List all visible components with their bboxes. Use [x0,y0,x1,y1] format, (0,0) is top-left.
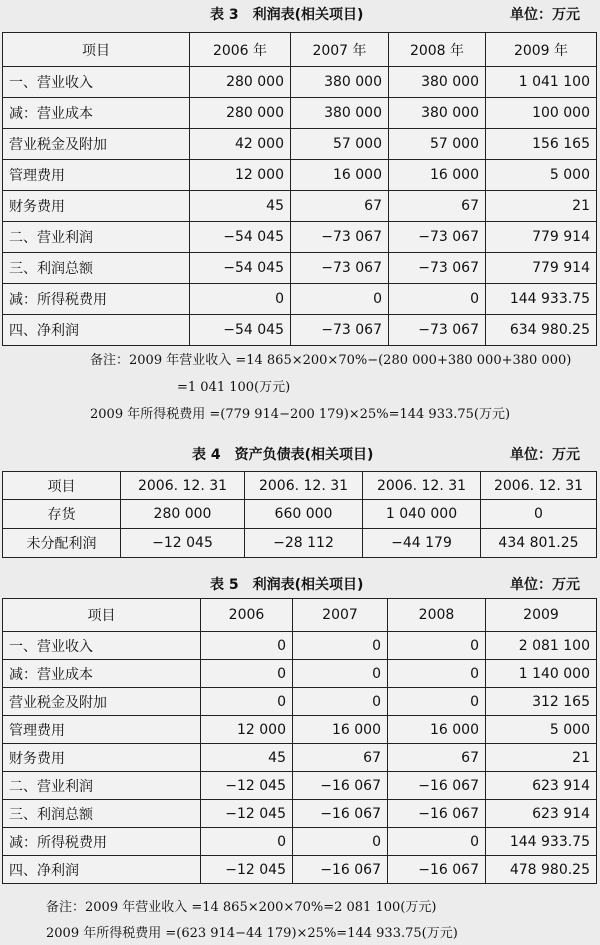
table-cell: −16 067 [388,772,486,800]
table-cell: 779 914 [486,222,597,253]
table-cell: 57 000 [291,129,389,160]
table-cell: −54 045 [190,315,291,346]
table-row [3,772,597,800]
row-label: 一、营业收入 [3,67,190,98]
table-cell: 0 [293,632,388,660]
table-cell: −54 045 [190,253,291,284]
row-label: 二、营业利润 [3,222,190,253]
table5 [2,598,597,884]
table3-caption [2,4,580,28]
table-cell: 280 000 [190,67,291,98]
table-cell: 0 [388,688,486,716]
table-cell: 380 000 [291,67,389,98]
table4-title: 表 4 资产负债表(相关项目) [192,447,374,463]
table-cell: 100 000 [486,98,597,129]
table-cell: −73 067 [291,315,389,346]
table3-header-cell: 2009 年 [486,33,597,67]
table-cell: −12 045 [201,856,293,884]
table-cell: −12 045 [121,529,245,558]
table4 [2,471,597,558]
table-cell: 144 933.75 [486,828,597,856]
table-cell: −73 067 [389,222,486,253]
table-cell: −16 067 [293,856,388,884]
table-row [3,500,597,529]
table-cell: 67 [389,191,486,222]
table5-header-cell: 2008 [388,599,486,632]
table3-note-line1: 备注：2009 年营业收入 =14 865×200×70%−(280 000+380 000+380 000) [90,353,572,368]
table5-caption [2,574,580,598]
table-row [3,222,597,253]
table-cell: −16 067 [293,800,388,828]
table-cell: −12 045 [201,800,293,828]
table-cell: 434 801.25 [481,529,597,558]
table-cell: −16 067 [388,856,486,884]
table-row [3,253,597,284]
table-cell: −44 179 [363,529,481,558]
row-label: 减：所得税费用 [3,828,201,856]
table-row [3,191,597,222]
table-cell: 634 980.25 [486,315,597,346]
table-cell: 67 [388,744,486,772]
table-cell: −54 045 [190,222,291,253]
table4-header-cell: 2006. 12. 31 [121,472,245,500]
table3 [2,32,597,346]
table-cell: 280 000 [121,500,245,529]
table-cell: 156 165 [486,129,597,160]
table4-header-cell: 2006. 12. 31 [245,472,363,500]
table-cell: 0 [388,632,486,660]
table-cell: 0 [293,660,388,688]
table-cell: 0 [389,284,486,315]
table-cell: −16 067 [293,772,388,800]
table-cell: 5 000 [486,716,597,744]
row-label: 存货 [3,500,121,529]
table3-note-line2: =1 041 100(万元) [177,380,291,395]
table-cell: 21 [486,191,597,222]
row-label: 三、利润总额 [3,253,190,284]
table-cell: 0 [293,828,388,856]
table-row [3,632,597,660]
table-cell: −73 067 [291,222,389,253]
table-cell: 1 041 100 [486,67,597,98]
table-cell: 144 933.75 [486,284,597,315]
table-row [3,800,597,828]
table3-unit: 单位：万元 [510,7,580,23]
table-cell: 0 [293,688,388,716]
table-row [3,529,597,558]
row-label: 四、净利润 [3,856,201,884]
table3-header-row [3,33,597,67]
table-cell: 0 [190,284,291,315]
table-cell: 312 165 [486,688,597,716]
table-row [3,284,597,315]
table3-header-cell: 2008 年 [389,33,486,67]
table-cell: 16 000 [293,716,388,744]
table-row [3,67,597,98]
table-cell: 380 000 [389,98,486,129]
table-cell: 0 [201,632,293,660]
table3-note-line3: 2009 年所得税费用 =(779 914−200 179)×25%=144 933.75(万元) [90,407,511,422]
table-cell: 57 000 [389,129,486,160]
table5-note-line2: 2009 年所得税费用 =(623 914−44 179)×25%=144 933.75(万元) [46,926,458,941]
table-cell: 21 [486,744,597,772]
table5-header-cell: 项目 [3,599,201,632]
table-cell: 623 914 [486,772,597,800]
table-cell: 16 000 [291,160,389,191]
row-label: 营业税金及附加 [3,688,201,716]
table4-header-cell: 2006. 12. 31 [363,472,481,500]
table-cell: 0 [388,828,486,856]
table-cell: −73 067 [291,253,389,284]
table5-unit: 单位：万元 [510,577,580,593]
row-label: 财务费用 [3,191,190,222]
table-cell: −73 067 [389,315,486,346]
row-label: 一、营业收入 [3,632,201,660]
table-cell: 0 [291,284,389,315]
row-label: 二、营业利润 [3,772,201,800]
table-cell: 0 [388,660,486,688]
table-row [3,160,597,191]
table3-title: 表 3 利润表(相关项目) [210,7,364,23]
table3-header-cell: 项目 [3,33,190,67]
table5-header-cell: 2007 [293,599,388,632]
table-row [3,856,597,884]
table-cell: 0 [201,688,293,716]
row-label: 三、利润总额 [3,800,201,828]
table-row [3,660,597,688]
row-label: 营业税金及附加 [3,129,190,160]
row-label: 减：营业成本 [3,98,190,129]
table-cell: 12 000 [201,716,293,744]
table-cell: 67 [291,191,389,222]
row-label: 减：所得税费用 [3,284,190,315]
table-cell: −12 045 [201,772,293,800]
table-cell: 16 000 [388,716,486,744]
table-cell: 1 140 000 [486,660,597,688]
table3-header-cell: 2007 年 [291,33,389,67]
table-cell: 1 040 000 [363,500,481,529]
table-cell: 779 914 [486,253,597,284]
table-cell: 5 000 [486,160,597,191]
table-cell: 2 081 100 [486,632,597,660]
table-cell: 0 [481,500,597,529]
row-label: 管理费用 [3,716,201,744]
table3-header-cell: 2006 年 [190,33,291,67]
table5-header-row [3,599,597,632]
row-label: 未分配利润 [3,529,121,558]
table-row [3,98,597,129]
table5-note-line1: 备注：2009 年营业收入 =14 865×200×70%=2 081 100(万元) [46,900,437,915]
row-label: 财务费用 [3,744,201,772]
table-row [3,315,597,346]
table-cell: 12 000 [190,160,291,191]
table-cell: 660 000 [245,500,363,529]
table-cell: 478 980.25 [486,856,597,884]
table5-header-cell: 2006 [201,599,293,632]
table4-header-row [3,472,597,500]
table-cell: −73 067 [389,253,486,284]
table-row [3,716,597,744]
table-cell: 16 000 [389,160,486,191]
table4-unit: 单位：万元 [510,447,580,463]
table-cell: 0 [201,660,293,688]
table4-header-cell: 2006. 12. 31 [481,472,597,500]
table-cell: 67 [293,744,388,772]
table-row [3,688,597,716]
table5-header-cell: 2009 [486,599,597,632]
table4-caption [2,444,580,468]
row-label: 管理费用 [3,160,190,191]
table-row [3,744,597,772]
table-row [3,828,597,856]
row-label: 减：营业成本 [3,660,201,688]
table-cell: 45 [190,191,291,222]
table4-header-cell: 项目 [3,472,121,500]
table-cell: 380 000 [389,67,486,98]
row-label: 四、净利润 [3,315,190,346]
table-row [3,129,597,160]
table-cell: −16 067 [388,800,486,828]
table-cell: 0 [201,828,293,856]
table-cell: −28 112 [245,529,363,558]
table-cell: 280 000 [190,98,291,129]
table-cell: 42 000 [190,129,291,160]
table5-title: 表 5 利润表(相关项目) [210,577,364,593]
table-cell: 623 914 [486,800,597,828]
table-cell: 45 [201,744,293,772]
table-cell: 380 000 [291,98,389,129]
